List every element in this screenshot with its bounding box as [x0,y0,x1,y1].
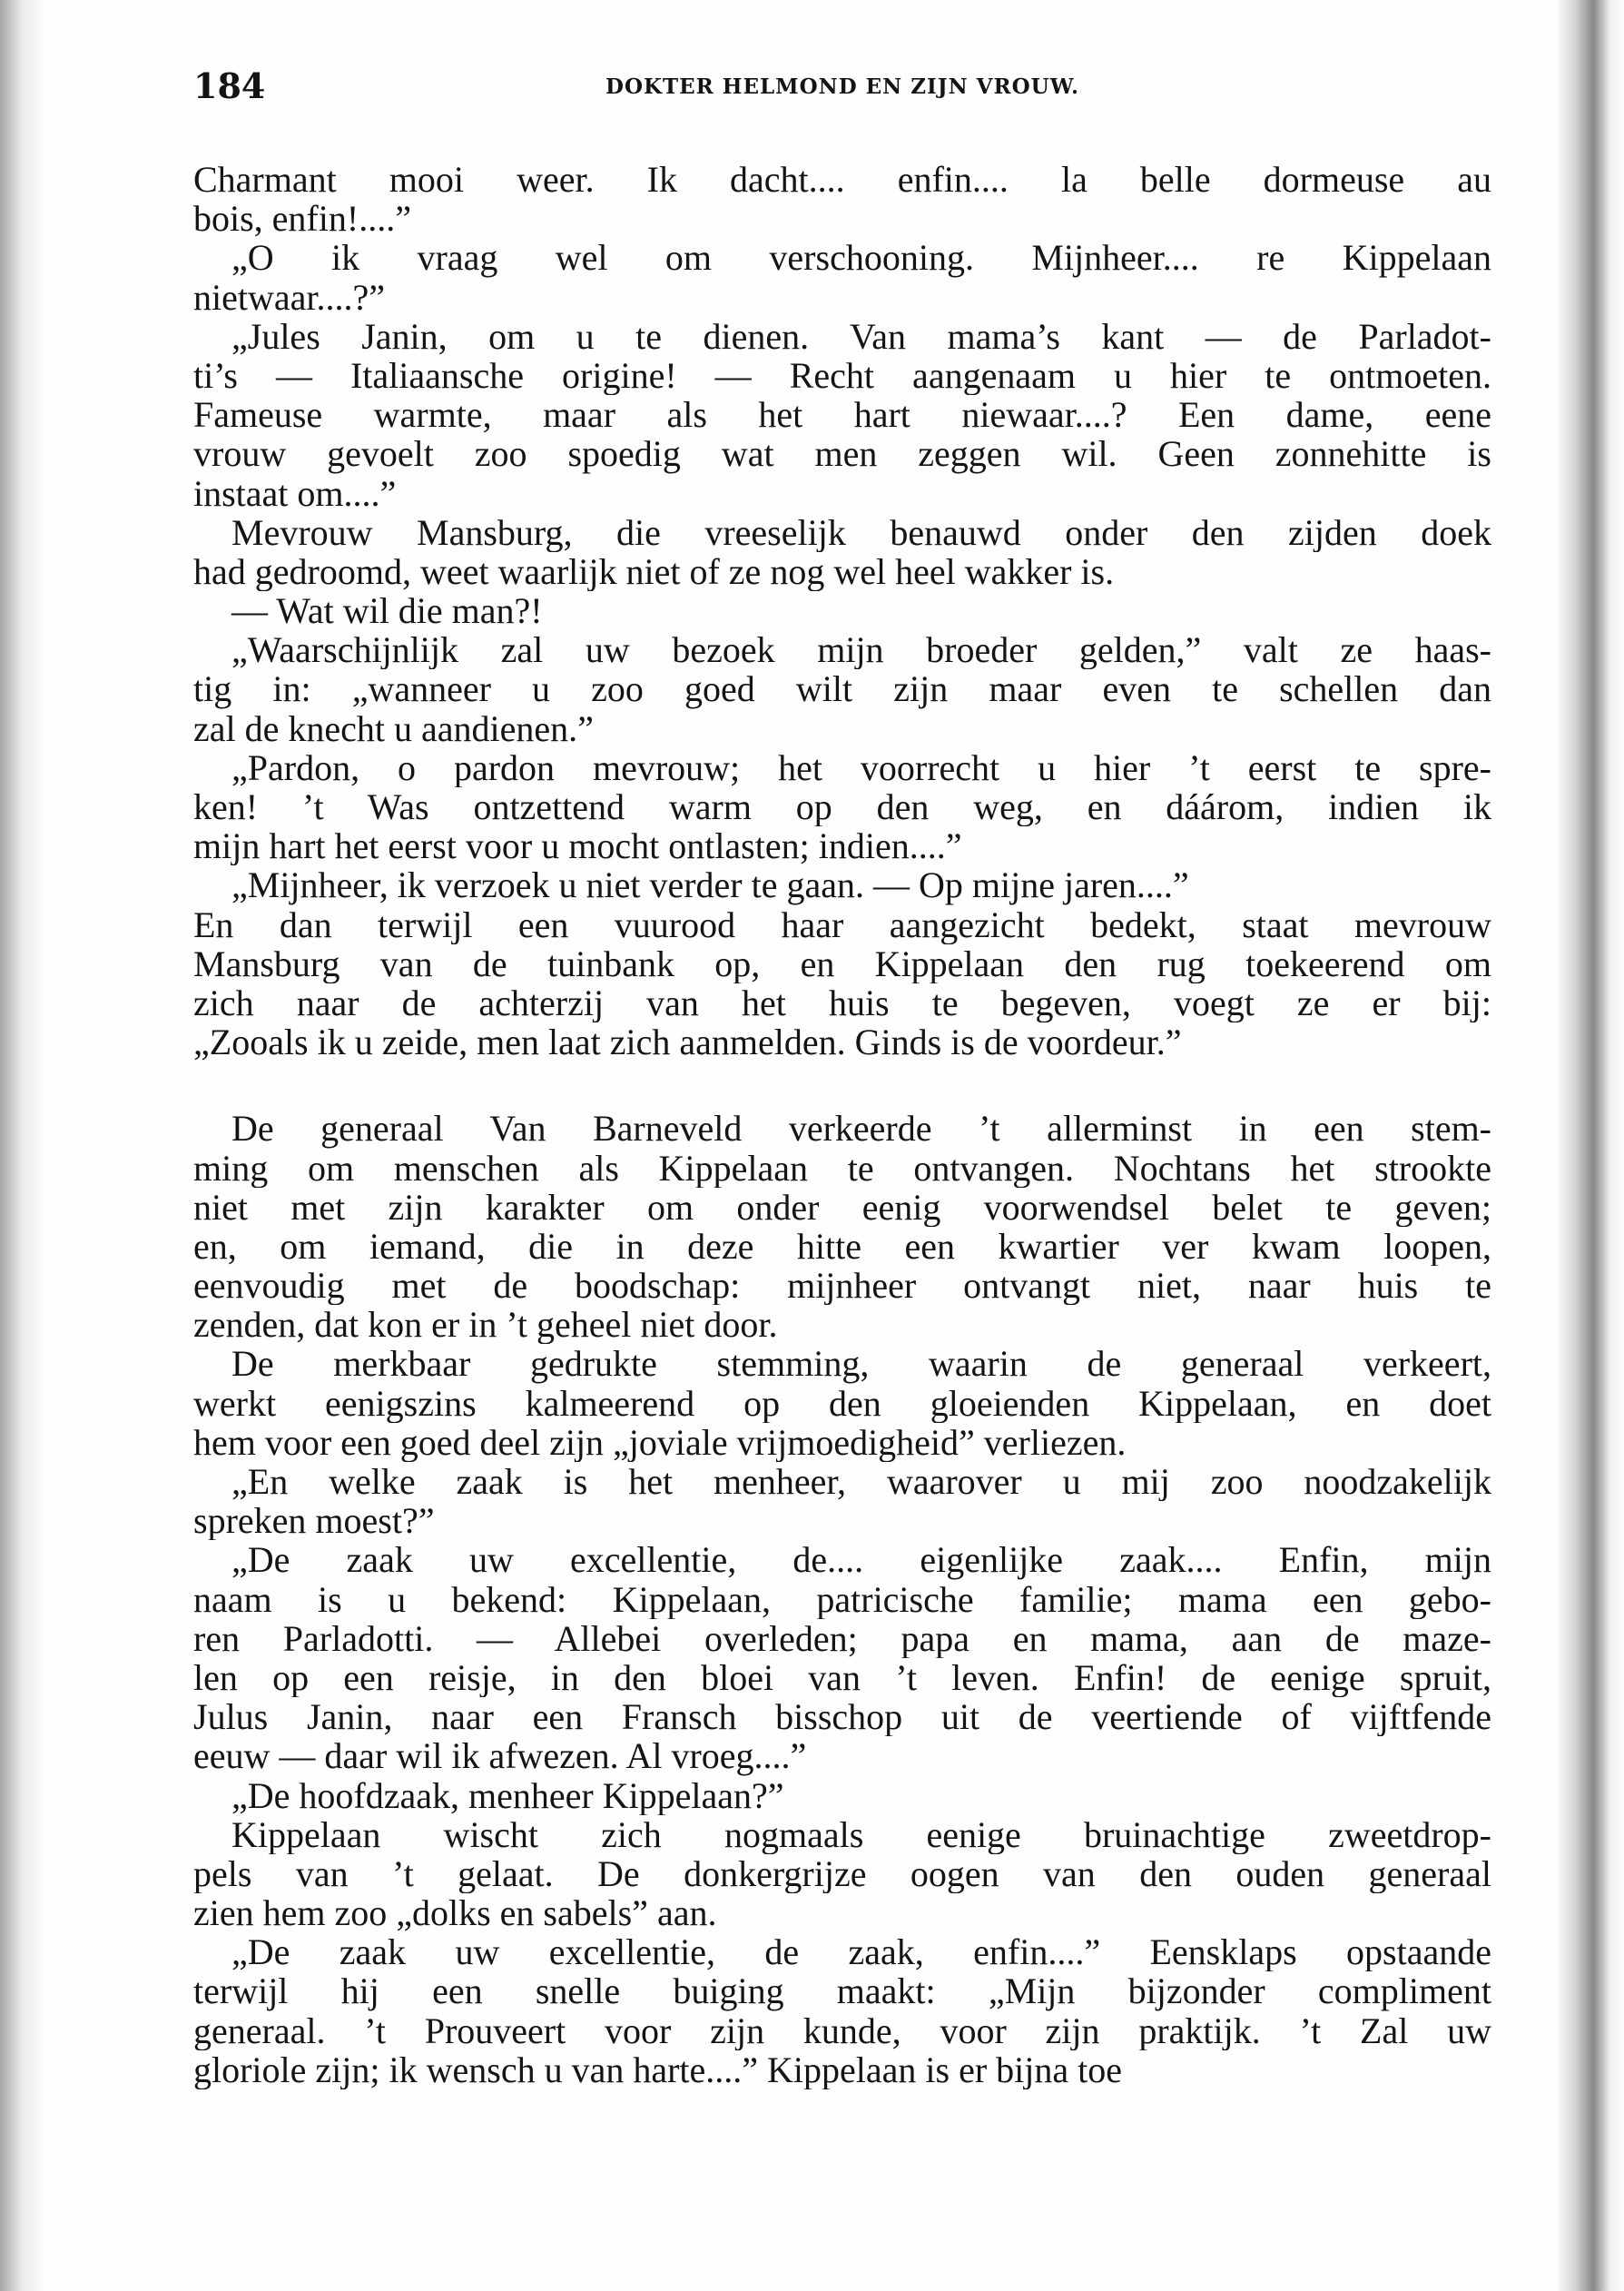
text-line: niet met zijn karakter om onder eenig voorwendsel belet te geven; [193,1187,1491,1227]
paragraph [193,1540,1491,1775]
text-line: „Mijnheer, ik verzoek u niet verder te gaan. — Op mijne jaren....” [231,865,1189,905]
paragraph [193,865,1491,904]
text-line: De merkbaar gedrukte stemming, waarin de generaal verkeert, [231,1344,1491,1384]
text-line: len op een reisje, in den bloei van ’t leven. Enfin! de eenige spruit, [193,1657,1491,1698]
text-line: werkt eenigszins kalmeerend op den gloeienden Kippelaan, en doet [193,1383,1491,1423]
text-line: zich naar de achterzij van het huis te begeven, voegt ze er bij: [193,983,1491,1023]
paragraph [193,905,1491,1062]
text-line: ming om menschen als Kippelaan te ontvangen. Nochtans het strookte [193,1148,1491,1188]
text-line: eenvoudig met de boodschap: mijnheer ontvangt niet, naar huis te [193,1266,1491,1306]
paragraph [193,1932,1491,2089]
text-line: Julus Janin, naar een Fransch bisschop uit de veertiende of vijftfende [193,1697,1491,1737]
text-line: zenden, dat kon er in ’t geheel niet door. [193,1305,778,1345]
paragraph [193,238,1491,316]
text-line: „Waarschijnlijk zal uw bezoek mijn broeder gelden,” valt ze haas- [231,630,1491,670]
text-line: „De hoofdzaak, menheer Kippelaan?” [231,1775,784,1815]
text-line: ti’s — Italiaansche origine! — Recht aangenaam u hier te ontmoeten. [193,355,1491,396]
text-line: hem voor een goed deel zijn „joviale vrijmoedigheid” verliezen. [193,1422,1127,1462]
text-line: „Pardon, o pardon mevrouw; het voorrecht u hier ’t eerst te spre- [231,747,1491,787]
text-line: en, om iemand, die in deze hitte een kwartier ver kwam loopen, [193,1226,1491,1267]
paragraph [193,317,1491,513]
text-line: tig in: „wanneer u zoo goed wilt zijn maar even te schellen dan [193,669,1491,709]
running-title: DOKTER HELMOND EN ZIJN VROUW. [605,74,1079,99]
text-line: vrouw gevoelt zoo spoedig wat men zeggen wil. Geen zonnehitte is [193,434,1491,474]
body-text [193,160,1491,2089]
text-line: zal de knecht u aandienen.” [193,708,594,748]
left-page-edge-shadow [0,0,45,2291]
text-line: generaal. ’t Prouveert voor zijn kunde, voor zijn praktijk. ’t Zal uw [193,2010,1491,2050]
text-line: Mevrouw Mansburg, die vreeselijk benauwd onder den zijden doek [231,512,1491,552]
text-line: Fameuse warmte, maar als het hart niewaar....? Een dame, eene [193,395,1491,435]
text-line: pels van ’t gelaat. De donkergrijze oogen van den ouden generaal [193,1853,1491,1894]
text-line: „En welke zaak is het menheer, waarover u mij zoo noodzakelijk [231,1462,1491,1502]
paragraph [193,630,1491,748]
text-line: zien hem zoo „dolks en sabels” aan. [193,1893,717,1933]
text-line: — Wat wil die man?! [231,591,543,631]
paragraph [193,1344,1491,1462]
paragraph [193,513,1491,591]
text-line: gloriole zijn; ik wensch u van harte....” Kippelaan is er bijna toe [193,2049,1123,2089]
text-line: naam is u bekend: Kippelaan, patricische familie; mama een gebo- [193,1579,1491,1619]
text-line: terwijl hij een snelle buiging maakt: „Mijn bijzonder compliment [193,1971,1491,2011]
text-line: „De zaak uw excellentie, de zaak, enfin....” Eensklaps opstaande [231,1932,1491,1972]
text-line: „O ik vraag wel om verschooning. Mijnheer.... re Kippelaan [231,238,1491,278]
page-number: 184 [193,65,266,106]
paragraph [193,1109,1491,1344]
text-line: Charmant mooi weer. Ik dacht.... enfin.... la belle dormeuse au [193,160,1491,200]
text-line: nietwaar....?” [193,277,385,317]
text-line: En dan terwijl een vuurood haar aangezicht bedekt, staat mevrouw [193,904,1491,944]
text-line: had gedroomd, weet waarlijk niet of ze nog wel heel wakker is. [193,551,1115,592]
page-header [193,64,1491,109]
text-line: ren Parladotti. — Allebei overleden; papa en mama, aan de maze- [193,1618,1491,1658]
text-line: Kippelaan wischt zich nogmaals eenige bruinachtige zweetdrop- [231,1814,1491,1854]
section-break [193,1062,1491,1109]
text-line: „Zooals ik u zeide, men laat zich aanmelden. Ginds is de voordeur.” [193,1022,1182,1062]
text-line: Mansburg van de tuinbank op, en Kippelaan den rug toekeerend om [193,943,1491,983]
text-line: bois, enfin!....” [193,199,411,239]
text-line: instaat om....” [193,473,397,513]
paragraph [193,1815,1491,1933]
text-line: mijn hart het eerst voor u mocht ontlasten; indien....” [193,826,962,866]
right-page-edge-shadow [1556,0,1624,2291]
text-line: spreken moest?” [193,1501,435,1541]
paragraph [193,1462,1491,1540]
text-line: De generaal Van Barneveld verkeerde ’t allerminst in een stem- [231,1109,1491,1149]
paragraph [193,748,1491,866]
paragraph [193,591,1491,630]
paragraph [193,1776,1491,1815]
paragraph [193,160,1491,238]
text-line: „Jules Janin, om u te dienen. Van mama’s kant — de Parladot- [231,316,1491,356]
text-line: „De zaak uw excellentie, de.... eigenlijke zaak.... Enfin, mijn [231,1540,1491,1580]
text-line: ken! ’t Was ontzettend warm op den weg, en dáárom, indien ik [193,787,1491,827]
text-line: eeuw — daar wil ik afwezen. Al vroeg....” [193,1736,807,1776]
